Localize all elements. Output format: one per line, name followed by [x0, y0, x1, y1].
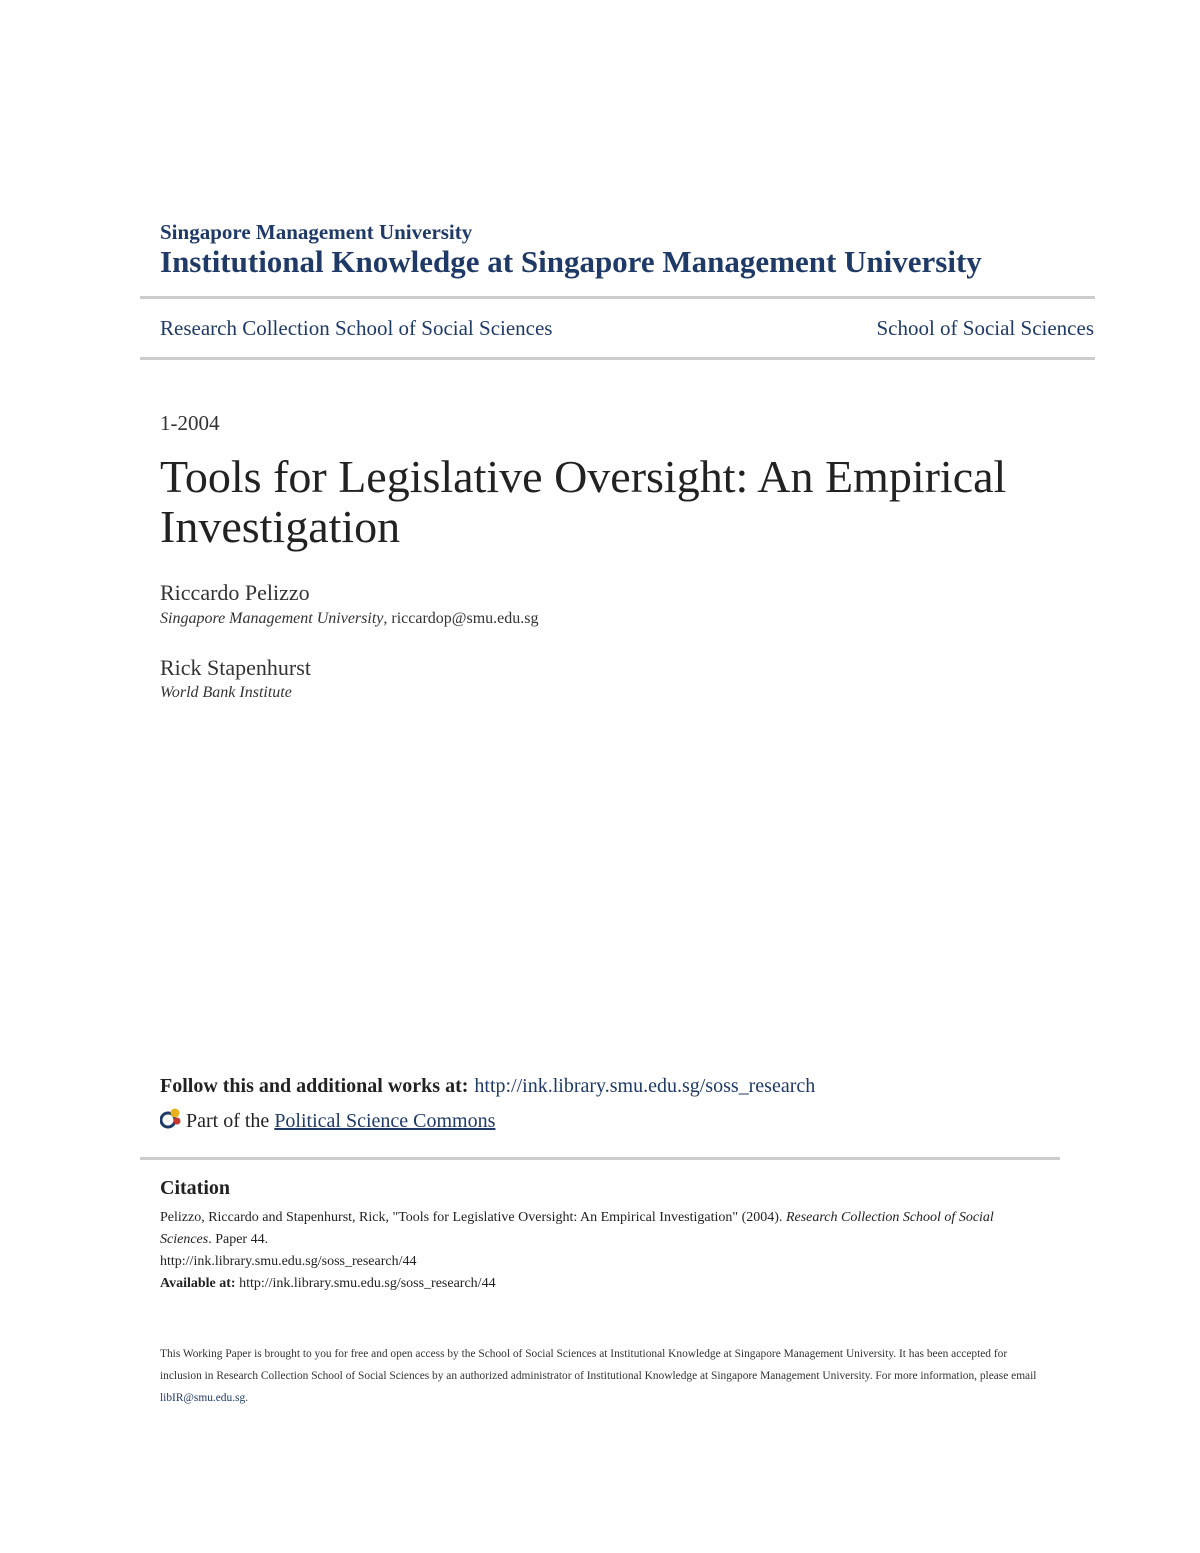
notice-end: . [245, 1392, 249, 1404]
available-label: Available at: [160, 1276, 236, 1291]
divider-middle [140, 357, 1095, 360]
follow-label: Follow this and additional works at: [160, 1075, 469, 1097]
follow-link[interactable]: http://ink.library.smu.edu.sg/soss_research [474, 1075, 816, 1097]
paper-title: Tools for Legislative Oversight: An Empirical Investigation [160, 451, 1007, 552]
available-url[interactable]: http://ink.library.smu.edu.sg/soss_research/44 [239, 1276, 496, 1291]
part-of-prefix: Part of the [186, 1110, 270, 1132]
access-notice [160, 1343, 1040, 1409]
follow-line [160, 1075, 815, 1098]
author-affiliation [160, 610, 539, 628]
citation-heading: Citation [160, 1177, 230, 1199]
citation-main: Pelizzo, Riccardo and Stapenhurst, Rick, "Tools for Legislative Oversight: An Empirical Investigation" (2004). [160, 1210, 783, 1225]
collection-link[interactable]: Research Collection School of Social Sciences [160, 316, 553, 340]
divider-top [140, 296, 1095, 299]
citation-block [160, 1207, 1040, 1295]
citation-paper-number: . Paper 44. [208, 1232, 269, 1247]
university-name[interactable]: Singapore Management University [160, 220, 473, 244]
citation-series: Research Collection School of Social Sciences [160, 1210, 994, 1247]
repository-name[interactable]: Institutional Knowledge at Singapore Management University [160, 244, 982, 279]
affiliation-text: World Bank Institute [160, 684, 292, 701]
affiliation-text: Singapore Management University [160, 610, 384, 627]
part-of-line [160, 1108, 495, 1133]
author-name: Rick Stapenhurst [160, 655, 311, 680]
notice-text: This Working Paper is brought to you for free and open access by the School of Social Sciences at Institutional Knowledge at Singapore Management University. It has been accepted for inclusion in Research Collection School of Social Sciences by an authorized administrator of Institutional Knowledge at Singapore Management University. For more information, please email [160, 1348, 1037, 1382]
author-affiliation [160, 684, 292, 702]
publication-date: 1-2004 [160, 411, 220, 435]
author-email[interactable]: , riccardop@smu.edu.sg [383, 610, 539, 627]
commons-link[interactable]: Political Science Commons [274, 1110, 496, 1132]
author-name: Riccardo Pelizzo [160, 580, 310, 605]
commons-network-icon [160, 1108, 182, 1130]
school-link[interactable]: School of Social Sciences [876, 316, 1094, 340]
divider-citation [140, 1157, 1060, 1160]
citation-url[interactable]: http://ink.library.smu.edu.sg/soss_research/44 [160, 1254, 417, 1269]
notice-email-link[interactable]: libIR@smu.edu.sg [160, 1392, 246, 1404]
